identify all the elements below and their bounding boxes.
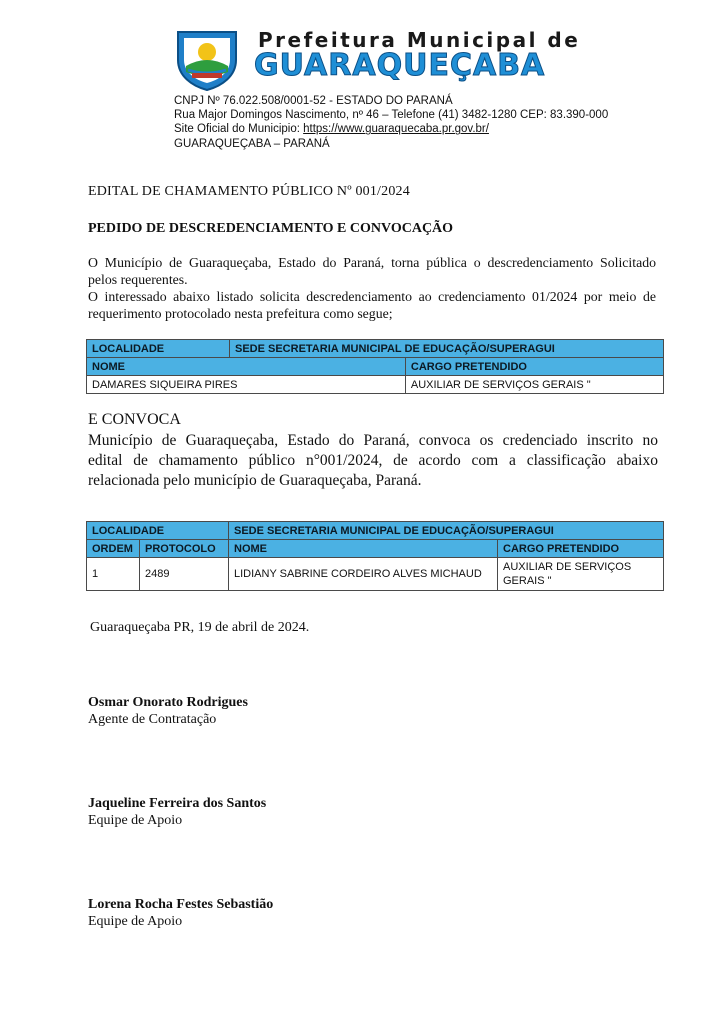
protocolo-cell: 2489 (140, 558, 229, 591)
col-cargo: CARGO PRETENDIDO (498, 540, 664, 558)
localidade-label: LOCALIDADE (87, 340, 230, 358)
localidade-value: SEDE SECRETARIA MUNICIPAL DE EDUCAÇÃO/SUPERAGUI (229, 522, 664, 540)
brand-line-1: Prefeitura Municipal de (258, 28, 581, 52)
signatory-role: Agente de Contratação (88, 712, 217, 727)
col-protocolo: PROTOCOLO (140, 540, 229, 558)
para1-line2: pelos requerentes. (88, 272, 188, 287)
para2-line2: requerimento protocolado nesta prefeitura como segue; (88, 306, 393, 321)
col-nome: NOME (229, 540, 498, 558)
intro-paragraph (88, 254, 656, 322)
cargo-line1: AUXILIAR DE SERVIÇOS (503, 561, 632, 573)
localidade-label: LOCALIDADE (87, 522, 229, 540)
col-cargo: CARGO PRETENDIDO (405, 358, 663, 376)
nome-cell: LIDIANY SABRINE CORDEIRO ALVES MICHAUD (229, 558, 498, 591)
contact-block (174, 94, 608, 151)
address-line: Rua Major Domingos Nascimento, nº 46 – Telefone (41) 3482-1280 CEP: 83.390-000 (174, 109, 609, 122)
convoca-line1: Município de Guaraqueçaba, Estado do Paraná, convoca os credenciado inscrito no (88, 432, 658, 449)
para2-line1: O interessado abaixo listado solicita descredenciamento ao credenciamento 01/2024 por meio de (88, 289, 656, 304)
signatory-role: Equipe de Apoio (88, 914, 183, 929)
cargo-line2: GERAIS " (503, 575, 552, 587)
convoca-paragraph (88, 431, 658, 491)
cnpj-line: CNPJ Nº 76.022.508/0001-52 - ESTADO DO PARANÁ (174, 95, 453, 107)
convocacao-table (86, 521, 664, 591)
signatory-name: Lorena Rocha Festes Sebastião (88, 897, 274, 912)
document-subtitle: PEDIDO DE DESCREDENCIAMENTO E CONVOCAÇÃO (88, 221, 454, 236)
col-nome: NOME (87, 358, 406, 376)
nome-cell: DAMARES SIQUEIRA PIRES (87, 376, 406, 394)
ordem-cell: 1 (87, 558, 140, 591)
cargo-cell (498, 558, 664, 591)
para1-line1: O Município de Guaraqueçaba, Estado do Paraná, torna pública o descredenciamento Solicitado (88, 255, 656, 270)
col-ordem: ORDEM (87, 540, 140, 558)
signatory-name: Jaqueline Ferreira dos Santos (88, 796, 267, 811)
site-prefix: Site Oficial do Municipio: (174, 123, 304, 136)
table-row (87, 558, 664, 591)
document-date: Guaraqueçaba PR, 19 de abril de 2024. (90, 620, 310, 635)
signatory-role: Equipe de Apoio (88, 813, 183, 828)
descredenciamento-table (86, 339, 664, 394)
document-title: EDITAL DE CHAMAMENTO PÚBLICO Nº 001/2024 (88, 184, 410, 199)
convoca-line3: relacionada pelo município de Guaraqueçaba, Paraná. (88, 472, 422, 489)
table-row (87, 376, 664, 394)
convoca-heading: E CONVOCA (88, 411, 181, 428)
localidade-value: SEDE SECRETARIA MUNICIPAL DE EDUCAÇÃO/SUPERAGUI (230, 340, 664, 358)
convoca-line2: edital de chamamento público n°001/2024, de acordo com a classificação abaixo (88, 452, 658, 469)
cargo-cell: AUXILIAR DE SERVIÇOS GERAIS " (405, 376, 663, 394)
municipal-coat-of-arms-icon (172, 26, 242, 92)
site-link[interactable]: https://www.guaraquecaba.pr.gov.br/ (303, 123, 489, 136)
site-line (174, 122, 608, 136)
signatory-name: Osmar Onorato Rodrigues (88, 695, 248, 710)
brand-line-2: GUARAQUEÇABA (254, 48, 546, 83)
city-line: GUARAQUEÇABA – PARANÁ (174, 137, 330, 150)
